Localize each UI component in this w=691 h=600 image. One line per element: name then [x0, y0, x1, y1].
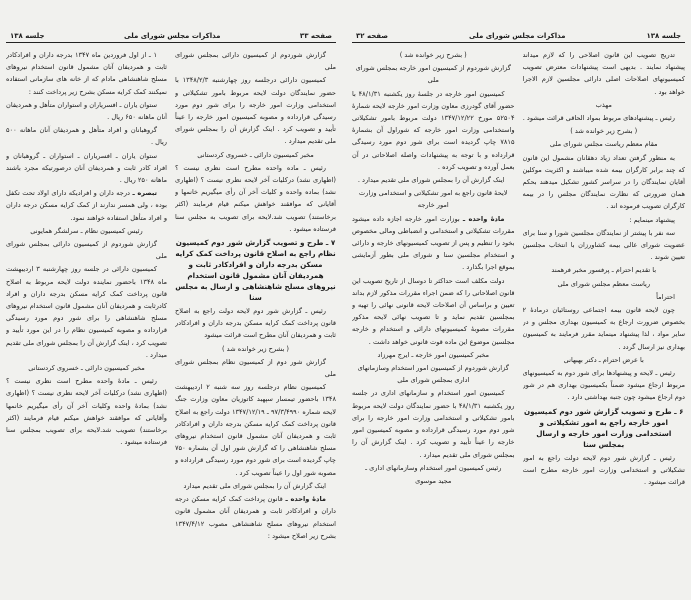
paragraph: کمیسیون دارائی در جلسه روز چهارشنبه ۳ اردیبهشت ماه ۱۳۴۸ باحضور نماینده دولت لایحه مربوط به اصلاح قانون پرداخت کمک کرایه مسکن بدرجه داران و افراد کادرثابت و همردیفان آنان مشمول قانون استخدام نیروهای مسلح شاهنشاهی را برای شور دوم مورد رسیدگی قرارداده و مصوبه کمیسیون نظام را در این مورد تأیید و تصویب کرد ، اینک گزارش آن را بمجلس شورای ملی تقدیم میدارد .: [6, 265, 167, 359]
columns: [6, 49, 336, 597]
article-label: مادهٔ واحده ـ: [462, 214, 505, 223]
text-column-right: [523, 49, 686, 597]
paragraph: رئیس ـ لایحه و پیشنهادها برای شور دوم به کمیسیونهای مربوط ارجاع میشود ضمناً بکمیسیون بهداری هم در شور دوم ارجاع میشود چون جنبه بهداشتی دارد .: [522, 369, 685, 402]
centered-caption: ( بشرح زیر خوانده شد ): [570, 127, 638, 136]
paragraph: گروهبانان و افراد متأهل و همردیفان آنان ماهانه ۵۰۰ ریال .: [6, 126, 167, 147]
paragraph: [352, 213, 515, 274]
page-number: صفحه ۳۲: [356, 32, 389, 40]
paragraph: رئیس ـ مادهٔ واحده مطرح است نظری نیست ؟ (اظهاری نشد) درکلیات آخر لایحه نظری نیست ؟ (اظهاری نشد) بمادهٔ واحده وکلیات آخر آن رأی میگیریم خانمها وآقایانی که موافقند خواهش میکنم قیام فرمایند (اکثر برخاستند) تصویب شد.لایحه برای تصویب بمجلس سنا فرستاده میشود .: [6, 377, 167, 447]
paragraph: [175, 493, 336, 542]
session-number: جلسه ۱۳۸: [10, 32, 45, 40]
paragraph: ۱ ـ از اول فروردین ماه ۱۳۴۷ بدرجه داران و افرادکادر ثابت و همردیفان آنان مشمول قانون استخدام نیروهای مسلح شاهنشاهی مادام که از خانه های سازمانی استفاده نمیکنند کمک کرایه مسکن بشرح زیر پرداخت کنند :: [6, 51, 167, 96]
signature-line: مهذب: [595, 100, 612, 109]
publication-title: مذاکرات مجلس شورای ملی: [124, 32, 221, 40]
paragraph: دولت مکلف است حداکثر تا دوسال از تاریخ تصویب این قانون اصلاحاتی را که ضمن اجراء مقررات مذکور لازم بداند تعیین و براساس آن اصلاحات لایحه قانونی نهائی را تهیه و بمجلسین تقدیم نماید و تا تصویب نهائی لایحه مذکور مقررات مصوبهٔ کمیسیونهای دارائی و استخدام و خارجه مجلسین موضوع این ماده قوت قانونی خواهد داشت .: [352, 276, 515, 346]
paragraph: [6, 187, 167, 224]
page-32: [344, 0, 691, 600]
paragraph: کمیسیون نظام درجلسه روز سه شنبه ۲ اردیبهشت ۱۳۴۸ باحضور تیمسار سپهبد کاتوزیان معاون وزارت جنگ لایحه شماره ۹۷/۳/۴۹۹۰ ـ ۱۳۴۷/۱۲/۱۹ دولت راجع به اصلاح قانون پرداخت کمک کرایه مسکن بدرجه داران و افرادکادر ثابت و همردیفان آنان مشمول قانون استخدام نیروهای مسلح شاهنشاهی را که گزارش شور اول آن بشماره ۷۵۰ چاپ گردیده است برای شور دوم مورد رسیدگی قرارداده و مصوبه شور اول را عیناً تصویب کرد .: [175, 383, 336, 477]
signature-line: مخبر کمیسیون دارائی ـ خسروی کردستانی: [197, 150, 314, 159]
paragraph: سه نفر با پیشتر از نمایندگان مجلسین شورا و سنا برای عضویت شورای عالی بیمه کشاورزان با انتخاب مجلسین تعیین شوند .: [522, 228, 685, 262]
running-head: [352, 30, 685, 43]
paragraph-text: درجه داران و افرادیکه دارای اولاد تحت تکفل بوده ، ولی همسر ندارند از کمک کرایه مسکن درجه داران و افراد متأهل استفاده خواهند نمود.: [6, 189, 167, 222]
paragraph: گزارش شور دوم از کمیسیون نظام بمجلس شورای ملی: [175, 357, 336, 379]
running-head: [6, 30, 336, 43]
page-33: [0, 0, 344, 600]
paragraph: رئیس ـ پیشنهادهای مربوط بمواد الحاقی قرائت میشود .: [522, 114, 675, 123]
paragraph: چون لایحه قانون بیمه اجتماعی روستائیان درمادهٔ ۲ بخصوص ضرورت ارجاع به کمیسیون بهداری مجلس و در سایر مواد ، لذا پیشنهاد مینماید مقرر فرمایند به کمیسیون بهداری نیز ارسال گردد .: [522, 306, 685, 351]
paragraph: ستوان یاران ـ افسریاران ـ استواران ـ گروهبانان و افراد کادر ثابت و همردیفان آنان درصورتیکه مجرد باشند ماهانه ۲۵۰ ریال .: [6, 151, 167, 185]
paragraph-text: بوزارت امور خارجه اجازه داده میشود مقررات تشکیلاتی و استخدامی و انضباطی ومالی مخصوص بخود را تنظیم و پس از تصویب کمیسیونهای خارجه و دارائی و استخدام مجلسین سنا و شورای ملی بطور آزمایشی بموقع اجرا بگذارد .: [352, 214, 515, 272]
session-number: جلسه ۱۳۸: [646, 32, 681, 40]
paragraph: رئیس ـ گزارش شور دوم لایحه دولت راجع به امور تشکیلاتی و استخدامی وزارت امور خارجه مطرح است قرائت میشود .: [522, 453, 685, 487]
page-number: صفحه ۳۳: [299, 32, 332, 40]
paragraph-text: قانون پرداخت کمک کرایه مسکن درجه داران و افرادکادر ثابت و همردیفان آنان مشمول قانون استخدام نیروهای مسلح شاهنشاهی مصوب ۱۳۴۷/۴/۱۲ بشرح زیر اصلاح میشود :: [175, 495, 336, 540]
centered-caption: ( بشرح زیر خوانده شد ): [222, 344, 289, 353]
signature-line: رئیس کمیسیون امور استخدام وسازمانهای اداری ـ: [365, 463, 502, 472]
signature-line: با تقدیم احترام ـ پرفسور مخبر فرهمند: [551, 266, 657, 275]
text-column-left: [352, 49, 515, 597]
signature-line: مخبر کمیسیون امور خارجه ـ ایرج مهرزاد: [377, 350, 490, 359]
centered-caption: مقام معظم ریاست مجلس شورای ملی: [549, 140, 658, 149]
section-heading: ۷ ـ طرح و تصویب گزارش شور دوم کمیسیون نظام راجع به اصلاح قانون پرداخت کمک کرایه مسکن بدرجه داران و افرادکادر ثابت و همردیفان آنان مشمول قانون استخدام نیروهای مسلح شاهنشاهی و ارسال به مجلس سنا: [175, 238, 336, 303]
signature-line: مجید موسوی: [415, 476, 452, 485]
paragraph: پیشنهاد مینمایم :: [629, 215, 675, 224]
article-label: تبصره ـ: [132, 189, 157, 198]
signature-line: با عرض احترام ـ دکتر بهبهانی: [563, 355, 644, 364]
centered-caption: ( بشرح زیر خوانده شد ): [399, 51, 467, 59]
paragraph: رئیس ـ گزارش شور دوم لایحه دولت راجع به اصلاح قانون پرداخت کمک کرایه مسکن بدرجه داران و افرادکادر ثابت و همردیفان آنان مطرح است قرائت میشود: [175, 307, 336, 340]
paragraph: ستوان یاران ـ افسریاران و استواران متأهل و همردیفان آنان ماهانه ۶۵۰ ریال .: [6, 100, 167, 122]
centered-caption: گزارش شوردوم از کمیسیون امور استخدام وسازمانهای اداری بمجلس شورای ملی: [357, 364, 509, 385]
columns: [352, 49, 685, 597]
signature-line: رئیس کمیسیون نظام ـ سرلشگر همایونی: [30, 226, 143, 235]
publication-title: مذاکرات مجلس شورای ملی: [469, 32, 566, 40]
text-column-left: [6, 49, 167, 597]
signature-line: مخبر کمیسیون دارائی ـ خسروی کردستانی: [28, 364, 145, 373]
centered-caption: لایحهٔ قانون راجع به امور تشکیلاتی و استخدامی وزارت امور خارجه: [358, 189, 508, 210]
paragraph: کمیسیون امور استخدام و سازمانهای اداری در جلسه روز یکشنبه ۴۸/۱/۳۱ با حضور نمایندگان دولت لایحه مربوط بامور تشکیلاتی و استخدامی وزارت امور خارجه را برای شور دوم مورد رسیدگی قرارداده و مصوبه کمیسیون امور خارجه را عیناً تأیید و تصویب کرد . اینک گزارش آن را بمجلس شورای ملی تقدیم میدارد .: [352, 389, 515, 459]
section-heading: ۶ ـ طرح و تصویب گزارش شور دوم کمیسیون امور خارجه راجع به امور تشکیلاتی و استخدامی وزارت امور خارجه و ارسال بمجلس سنا: [524, 406, 684, 449]
text-column-right: [175, 49, 336, 597]
paragraph: کمیسیون دارائی درجلسه روز چهارشنبه ۱۳۴۸/۲/۳ با حضور نمایندگان دولت لایحه مربوط بامور تشکیلاتی و استخدامی وزارت امور خارجه را برای شور دوم مورد رسیدگی قرارداده و مصوبه کمیسیون امور خارجه را عیناً تأیید و تصویب کرد . اینک گزارش آن را بمجلس شورای ملی تقدیم میدارد .: [175, 76, 336, 146]
paragraph: اینک گزارش آن را بمجلس شورای ملی تقدیم میدارد .: [357, 176, 505, 185]
paragraph: گزارش شوردوم از کمیسیون دارائی بمجلس شورای ملی: [175, 51, 336, 72]
centered-caption: گزارش شوردوم از کمیسیون امور خارجه بمجلس شورای ملی: [355, 64, 511, 85]
paragraph: گزارش شوردوم از کمیسیون دارائی بمجلس شورای ملی: [6, 240, 167, 261]
paragraph: رئیس ـ ماده واحده مطرح است نظری نیست ؟ (اظهاری نشد) درکلیات آخر لایحه نظری نیست ؟ (اظهاری نشد) بماده واحده و کلیات آخر آن رأی میگیریم خانمها و آقایانی که موافقند خواهش میکنم قیام فرمایند (اکثر برخاستند) تصویب شد.لایحه برای تصویب به مجلس سنا فرستاده میشود .: [175, 163, 336, 233]
paragraph: تدریج تصویب این قانون اصلاحی را که لازم میداند پیشنهاد نمایند . بدیهی است پیشنهادات معترض تصویب کمیسیونهای اصلاحات اصلی دارائی مجلسین لازم الاجرا خواهد بود .: [522, 51, 685, 96]
paragraph: اینک گزارش آن را بمجلس شورای ملی تقدیم میدارد: [183, 481, 326, 490]
paragraph: احتراماً: [656, 292, 675, 301]
article-label: مادهٔ واحده ـ: [285, 495, 327, 504]
paragraph: کمیسیون امور خارجه در جلسهٔ روز یکشنبه ۴۸/۱/۳۱ با حضور آقای گودرزی معاون وزارت امور خارجه لایحه شمارهٔ ۵۲۵۰۴ مورخ ۱۳۴۷/۱۲/۲۲ دولت مربوط بامور تشکیلاتی واستخدامی وزارت امور خارجه که شوراول آن بشمارهٔ ۷۸۱۵ چاپ گردیده است برای شور دوم مورد رسیدگی قرارداده و با توجه به پیشنهادات واصله اصلاحاتی در آن بعمل آورده و تصویب کرده .: [352, 89, 515, 171]
paragraph: به منظور گرفتن تعداد زیاد دهقانان مشمول این قانون که چند برابر کارگران بیمه شده میباشند و اکثریت موکلین آقایان نمایندگان را در سراسر کشور تشکیل میدهند بحکم همان ضرورتی که نظارت نمایندگان مجلس را در بیمه کارگران تصویب فرموده اند .: [522, 153, 685, 211]
centered-caption: ریاست معظم مجلس شورای ملی: [557, 279, 651, 288]
